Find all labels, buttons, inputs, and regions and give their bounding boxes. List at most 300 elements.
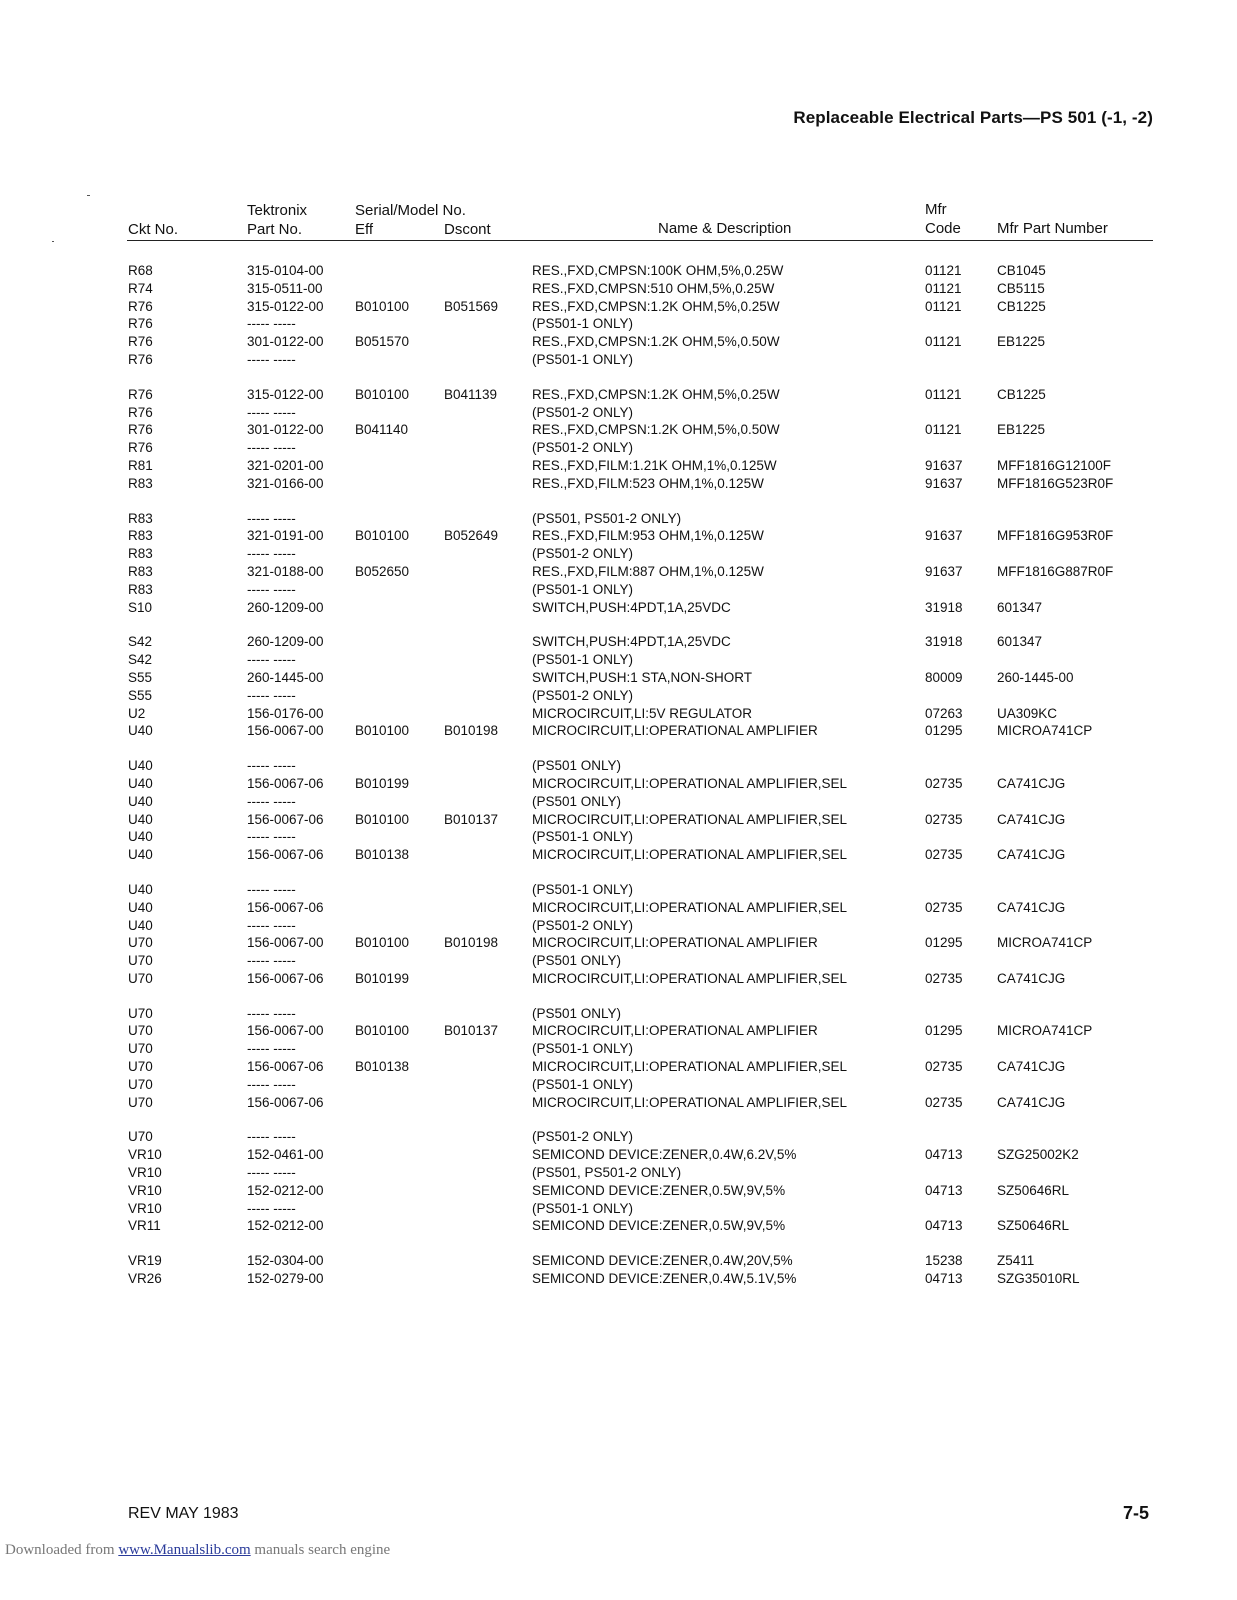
cell-mfr-part-number: EB1225 — [997, 422, 1046, 438]
cell-description: (PS501, PS501-2 ONLY) — [532, 1165, 682, 1181]
cell-mfr-code: 02735 — [925, 1094, 963, 1110]
col-eff: Eff — [355, 221, 374, 238]
table-row — [0, 1270, 1237, 1288]
table-row — [0, 421, 1237, 439]
cell-description: SEMICOND DEVICE:ZENER,0.4W,20V,5% — [532, 1253, 793, 1269]
cell-mfr-part-number: CA741CJG — [997, 1059, 1066, 1075]
table-row — [0, 669, 1237, 687]
table-row — [0, 917, 1237, 935]
cell-serial-eff: B010100 — [355, 298, 410, 314]
cell-ckt-no: U40 — [128, 793, 153, 809]
cell-mfr-code: 91637 — [925, 563, 963, 579]
cell-part-no: ----- ----- — [247, 881, 296, 897]
cell-mfr-code: 02735 — [925, 970, 963, 986]
cell-part-no: 156-0067-06 — [247, 970, 324, 986]
cell-description: RES.,FXD,CMPSN:1.2K OHM,5%,0.50W — [532, 334, 780, 350]
row-group — [0, 633, 1237, 740]
table-row — [0, 315, 1237, 333]
cell-serial-eff: B010100 — [355, 811, 410, 827]
cell-mfr-part-number: CA741CJG — [997, 899, 1066, 915]
table-row — [0, 333, 1237, 351]
cell-description: (PS501-2 ONLY) — [532, 404, 634, 420]
cell-ckt-no: R76 — [128, 440, 153, 456]
cell-mfr-part-number: UA309KC — [997, 705, 1058, 721]
col-mfr-code: Code — [925, 220, 961, 237]
cell-description: SEMICOND DEVICE:ZENER,0.5W,9V,5% — [532, 1182, 786, 1198]
cell-ckt-no: R76 — [128, 298, 153, 314]
cell-ckt-no: U70 — [128, 970, 153, 986]
cell-part-no: 152-0279-00 — [247, 1271, 324, 1287]
cell-serial-eff: B051570 — [355, 334, 410, 350]
cell-mfr-part-number: CB5115 — [997, 280, 1045, 296]
col-name-description: Name & Description — [658, 220, 792, 237]
cell-ckt-no: U40 — [128, 829, 153, 845]
cell-mfr-part-number: MFF1816G887R0F — [997, 563, 1114, 579]
cell-mfr-part-number: SZ50646RL — [997, 1182, 1070, 1198]
cell-ckt-no: R74 — [128, 280, 153, 296]
cell-description: (PS501-1 ONLY) — [532, 652, 634, 668]
page-header: Replaceable Electrical Parts—PS 501 (-1, -2) — [793, 108, 1153, 127]
cell-mfr-code: 91637 — [925, 475, 963, 491]
cell-ckt-no: U40 — [128, 775, 153, 791]
cell-mfr-code: 31918 — [925, 634, 963, 650]
cell-description: SWITCH,PUSH:1 STA,NON-SHORT — [532, 669, 753, 685]
cell-part-no: 301-0122-00 — [247, 422, 324, 438]
cell-ckt-no: U70 — [128, 935, 153, 951]
cell-ckt-no: U40 — [128, 847, 153, 863]
cell-description: (PS501-2 ONLY) — [532, 546, 634, 562]
cell-part-no: 315-0511-00 — [247, 280, 323, 296]
table-row — [0, 527, 1237, 545]
cell-mfr-code: 01121 — [925, 298, 962, 314]
cell-mfr-part-number: CA741CJG — [997, 775, 1066, 791]
cell-mfr-code: 01121 — [925, 386, 962, 402]
col-mfr-part-number: Mfr Part Number — [997, 220, 1108, 237]
table-row — [0, 722, 1237, 740]
cell-serial-dscont: B010198 — [444, 723, 499, 739]
cell-description: (PS501 ONLY) — [532, 1005, 622, 1021]
cell-ckt-no: S55 — [128, 669, 153, 685]
table-row — [0, 280, 1237, 298]
cell-part-no: ----- ----- — [247, 404, 296, 420]
table-row — [0, 581, 1237, 599]
cell-part-no: ----- ----- — [247, 953, 296, 969]
cell-ckt-no: U40 — [128, 917, 153, 933]
cell-description: SEMICOND DEVICE:ZENER,0.4W,6.2V,5% — [532, 1147, 797, 1163]
cell-part-no: 152-0212-00 — [247, 1218, 324, 1234]
download-suffix: manuals search engine — [250, 1542, 391, 1558]
cell-description: RES.,FXD,FILM:953 OHM,1%,0.125W — [532, 528, 764, 544]
header-rule — [127, 240, 1153, 241]
cell-serial-eff: B010138 — [355, 847, 410, 863]
cell-serial-eff: B010100 — [355, 723, 410, 739]
cell-mfr-code: 04713 — [925, 1271, 963, 1287]
cell-mfr-part-number: Z5411 — [997, 1253, 1035, 1269]
cell-mfr-part-number: 601347 — [997, 634, 1043, 650]
table-row — [0, 386, 1237, 404]
cell-mfr-part-number: 601347 — [997, 599, 1043, 615]
row-group — [0, 510, 1237, 617]
table-row — [0, 881, 1237, 899]
col-ckt-no: Ckt No. — [128, 221, 179, 238]
cell-description: MICROCIRCUIT,LI:OPERATIONAL AMPLIFIER,SEL — [532, 811, 848, 827]
cell-description: MICROCIRCUIT,LI:OPERATIONAL AMPLIFIER,SEL — [532, 1094, 848, 1110]
cell-ckt-no: VR11 — [128, 1218, 161, 1234]
cell-description: (PS501-1 ONLY) — [532, 881, 634, 897]
cell-ckt-no: U40 — [128, 758, 153, 774]
cell-part-no: 152-0212-00 — [247, 1182, 324, 1198]
cell-description: (PS501-2 ONLY) — [532, 687, 634, 703]
row-group — [0, 757, 1237, 864]
cell-mfr-part-number: EB1225 — [997, 334, 1046, 350]
cell-serial-eff: B010100 — [355, 528, 410, 544]
cell-serial-dscont: B052649 — [444, 528, 499, 544]
table-row — [0, 351, 1237, 369]
cell-mfr-code: 07263 — [925, 705, 963, 721]
table-row — [0, 1200, 1237, 1218]
cell-part-no: ----- ----- — [247, 1129, 296, 1145]
cell-description: RES.,FXD,CMPSN:510 OHM,5%,0.25W — [532, 280, 775, 296]
revision-date: REV MAY 1983 — [128, 1505, 239, 1522]
cell-part-no: ----- ----- — [247, 829, 296, 845]
cell-mfr-code: 91637 — [925, 528, 963, 544]
table-row — [0, 404, 1237, 422]
page-number: 7-5 — [1122, 1503, 1149, 1523]
cell-description: (PS501-2 ONLY) — [532, 440, 634, 456]
table-row — [0, 828, 1237, 846]
cell-part-no: 156-0067-06 — [247, 1094, 324, 1110]
cell-part-no: 156-0067-06 — [247, 775, 324, 791]
cell-part-no: ----- ----- — [247, 510, 296, 526]
cell-ckt-no: U70 — [128, 953, 153, 969]
column-headers — [0, 0, 1237, 250]
cell-description: SEMICOND DEVICE:ZENER,0.4W,5.1V,5% — [532, 1271, 797, 1287]
cell-ckt-no: U40 — [128, 723, 153, 739]
table-row — [0, 899, 1237, 917]
cell-ckt-no: VR10 — [128, 1200, 162, 1216]
cell-ckt-no: U70 — [128, 1129, 153, 1145]
cell-ckt-no: R76 — [128, 422, 153, 438]
row-group — [0, 881, 1237, 988]
cell-part-no: ----- ----- — [247, 1005, 296, 1021]
cell-serial-eff: B010100 — [355, 935, 410, 951]
table-row — [0, 1076, 1237, 1094]
cell-ckt-no: S10 — [128, 599, 153, 615]
cell-part-no: ----- ----- — [247, 1165, 296, 1181]
cell-mfr-part-number: CA741CJG — [997, 970, 1066, 986]
table-row — [0, 775, 1237, 793]
manualslib-link[interactable]: www.Manualslib.com — [118, 1542, 251, 1558]
table-row — [0, 262, 1237, 280]
cell-serial-dscont: B010198 — [444, 935, 499, 951]
cell-mfr-code: 04713 — [925, 1218, 963, 1234]
cell-serial-dscont: B010137 — [444, 1023, 499, 1039]
cell-ckt-no: U40 — [128, 899, 153, 915]
cell-part-no: ----- ----- — [247, 316, 296, 332]
cell-ckt-no: U40 — [128, 881, 153, 897]
cell-part-no: 152-0304-00 — [247, 1253, 324, 1269]
cell-ckt-no: S42 — [128, 652, 153, 668]
cell-part-no: 260-1209-00 — [247, 599, 324, 615]
cell-part-no: ----- ----- — [247, 581, 296, 597]
cell-part-no: ----- ----- — [247, 440, 296, 456]
cell-part-no: 260-1209-00 — [247, 634, 324, 650]
cell-mfr-part-number: CB1225 — [997, 386, 1046, 402]
cell-mfr-part-number: MICROA741CP — [997, 1023, 1093, 1039]
table-row — [0, 934, 1237, 952]
cell-part-no: 156-0067-06 — [247, 899, 324, 915]
cell-part-no: 315-0122-00 — [247, 298, 324, 314]
cell-mfr-code: 01121 — [925, 263, 962, 278]
cell-mfr-code: 02735 — [925, 899, 963, 915]
cell-part-no: 156-0067-06 — [247, 847, 324, 863]
cell-serial-eff: B010199 — [355, 775, 410, 791]
cell-ckt-no: U70 — [128, 1041, 153, 1057]
cell-mfr-part-number: 260-1445-00 — [997, 669, 1074, 685]
table-row — [0, 952, 1237, 970]
cell-description: MICROCIRCUIT,LI:OPERATIONAL AMPLIFIER — [532, 935, 818, 951]
cell-mfr-part-number: SZ50646RL — [997, 1218, 1070, 1234]
cell-ckt-no: U2 — [128, 705, 146, 721]
cell-part-no: 321-0201-00 — [247, 457, 324, 473]
cell-description: RES.,FXD,CMPSN:1.2K OHM,5%,0.25W — [532, 386, 780, 402]
cell-part-no: 156-0067-06 — [247, 1059, 324, 1075]
cell-description: (PS501-1 ONLY) — [532, 1200, 634, 1216]
cell-description: (PS501 ONLY) — [532, 953, 622, 969]
table-row — [0, 633, 1237, 651]
table-row — [0, 563, 1237, 581]
table-row — [0, 1217, 1237, 1235]
cell-mfr-code: 15238 — [925, 1253, 963, 1269]
cell-serial-eff: B041140 — [355, 422, 409, 438]
cell-description: MICROCIRCUIT,LI:5V REGULATOR — [532, 705, 753, 721]
cell-serial-dscont: B051569 — [444, 298, 499, 314]
cell-ckt-no: R83 — [128, 581, 153, 597]
cell-ckt-no: U70 — [128, 1076, 153, 1092]
table-row — [0, 1164, 1237, 1182]
table-row — [0, 846, 1237, 864]
cell-ckt-no: R83 — [128, 563, 153, 579]
cell-part-no: 321-0188-00 — [247, 563, 324, 579]
cell-ckt-no: S42 — [128, 634, 153, 650]
table-row — [0, 1094, 1237, 1112]
cell-ckt-no: VR19 — [128, 1253, 162, 1269]
cell-part-no: ----- ----- — [247, 1200, 296, 1216]
cell-mfr-code: 04713 — [925, 1182, 963, 1198]
cell-description: RES.,FXD,CMPSN:1.2K OHM,5%,0.25W — [532, 298, 780, 314]
cell-description: RES.,FXD,FILM:523 OHM,1%,0.125W — [532, 475, 764, 491]
cell-part-no: 156-0067-00 — [247, 1023, 324, 1039]
cell-part-no: 315-0104-00 — [247, 263, 324, 278]
cell-part-no: 315-0122-00 — [247, 386, 324, 402]
cell-description: RES.,FXD,CMPSN:1.2K OHM,5%,0.50W — [532, 422, 780, 438]
cell-serial-eff: B010100 — [355, 386, 410, 402]
table-row — [0, 599, 1237, 617]
cell-part-no: 260-1445-00 — [247, 669, 324, 685]
cell-mfr-part-number: MFF1816G523R0F — [997, 475, 1114, 491]
cell-ckt-no: U40 — [128, 811, 153, 827]
cell-mfr-code: 04713 — [925, 1147, 963, 1163]
cell-mfr-part-number: CA741CJG — [997, 811, 1066, 827]
table-row — [0, 705, 1237, 723]
cell-mfr-part-number: MFF1816G953R0F — [997, 528, 1114, 544]
cell-description: MICROCIRCUIT,LI:OPERATIONAL AMPLIFIER — [532, 1023, 818, 1039]
cell-mfr-code: 02735 — [925, 1059, 963, 1075]
cell-ckt-no: VR26 — [128, 1271, 162, 1287]
cell-mfr-code: 01121 — [925, 334, 962, 350]
cell-ckt-no: R68 — [128, 263, 153, 278]
cell-description: (PS501 ONLY) — [532, 758, 622, 774]
row-group — [0, 386, 1237, 493]
cell-ckt-no: R83 — [128, 510, 153, 526]
cell-ckt-no: R76 — [128, 386, 153, 402]
cell-part-no: ----- ----- — [247, 758, 296, 774]
table-row — [0, 1182, 1237, 1200]
cell-mfr-code: 02735 — [925, 775, 963, 791]
cell-description: (PS501-1 ONLY) — [532, 1041, 634, 1057]
cell-part-no: ----- ----- — [247, 546, 296, 562]
cell-ckt-no: VR10 — [128, 1182, 162, 1198]
download-prefix: Downloaded from — [5, 1542, 119, 1558]
table-row — [0, 1040, 1237, 1058]
row-group — [0, 1252, 1237, 1288]
cell-serial-eff: B052650 — [355, 563, 410, 579]
row-group — [0, 262, 1237, 369]
cell-description: (PS501-1 ONLY) — [532, 351, 634, 367]
cell-mfr-part-number: CB1225 — [997, 298, 1046, 314]
cell-mfr-part-number: MICROA741CP — [997, 935, 1093, 951]
cell-part-no: ----- ----- — [247, 793, 296, 809]
cell-mfr-part-number: CB1045 — [997, 263, 1046, 278]
row-group — [0, 1005, 1237, 1112]
cell-ckt-no: U70 — [128, 1005, 153, 1021]
cell-part-no: 321-0191-00 — [247, 528, 324, 544]
cell-mfr-code: 02735 — [925, 847, 963, 863]
cell-description: MICROCIRCUIT,LI:OPERATIONAL AMPLIFIER,SEL — [532, 775, 848, 791]
cell-mfr-code: 31918 — [925, 599, 963, 615]
cell-description: (PS501-1 ONLY) — [532, 1076, 634, 1092]
cell-description: (PS501-1 ONLY) — [532, 316, 634, 332]
cell-mfr-code: 01121 — [925, 422, 962, 438]
cell-part-no: ----- ----- — [247, 687, 296, 703]
cell-ckt-no: R83 — [128, 546, 153, 562]
table-row — [0, 1005, 1237, 1023]
cell-part-no: ----- ----- — [247, 1041, 296, 1057]
cell-part-no: ----- ----- — [247, 351, 296, 367]
cell-description: SWITCH,PUSH:4PDT,1A,25VDC — [532, 634, 731, 650]
cell-description: (PS501 ONLY) — [532, 793, 622, 809]
table-row — [0, 811, 1237, 829]
cell-mfr-part-number: CA741CJG — [997, 1094, 1066, 1110]
table-row — [0, 1146, 1237, 1164]
cell-mfr-code: 91637 — [925, 457, 963, 473]
col-part-no: Part No. — [247, 221, 303, 238]
cell-mfr-code: 01295 — [925, 1023, 963, 1039]
row-group — [0, 1128, 1237, 1235]
table-row — [0, 970, 1237, 988]
table-row — [0, 298, 1237, 316]
table-row — [0, 757, 1237, 775]
table-row — [0, 545, 1237, 563]
col-dscont: Dscont — [444, 221, 491, 238]
cell-description: RES.,FXD,FILM:1.21K OHM,1%,0.125W — [532, 457, 777, 473]
cell-part-no: 301-0122-00 — [247, 334, 324, 350]
cell-part-no: 152-0461-00 — [247, 1147, 324, 1163]
cell-serial-dscont: B010137 — [444, 811, 499, 827]
cell-ckt-no: R76 — [128, 334, 153, 350]
cell-description: SEMICOND DEVICE:ZENER,0.5W,9V,5% — [532, 1218, 786, 1234]
cell-part-no: 156-0067-00 — [247, 723, 324, 739]
cell-ckt-no: S55 — [128, 687, 153, 703]
table-row — [0, 475, 1237, 493]
cell-ckt-no: R76 — [128, 351, 153, 367]
table-row — [0, 793, 1237, 811]
cell-mfr-part-number: MFF1816G12100F — [997, 457, 1112, 473]
table-row — [0, 457, 1237, 475]
table-row — [0, 687, 1237, 705]
cell-description: (PS501-2 ONLY) — [532, 1129, 634, 1145]
cell-mfr-code: 01295 — [925, 723, 963, 739]
cell-serial-eff: B010199 — [355, 970, 410, 986]
cell-mfr-part-number: SZG25002K2 — [997, 1147, 1079, 1163]
table-row — [0, 1022, 1237, 1040]
scan-speck — [87, 195, 90, 196]
cell-part-no: ----- ----- — [247, 917, 296, 933]
col-mfr: Mfr — [925, 201, 947, 218]
cell-description: MICROCIRCUIT,LI:OPERATIONAL AMPLIFIER,SEL — [532, 847, 848, 863]
cell-ckt-no: R76 — [128, 404, 153, 420]
col-serial-model: Serial/Model No. — [355, 202, 466, 219]
cell-serial-eff: B010138 — [355, 1059, 410, 1075]
scan-speck — [52, 241, 54, 242]
cell-mfr-code: 01121 — [925, 280, 962, 296]
parts-list — [0, 262, 1237, 1305]
cell-description: RES.,FXD,FILM:887 OHM,1%,0.125W — [532, 563, 764, 579]
cell-part-no: ----- ----- — [247, 652, 296, 668]
table-row — [0, 651, 1237, 669]
cell-description: (PS501, PS501-2 ONLY) — [532, 510, 682, 526]
cell-description: MICROCIRCUIT,LI:OPERATIONAL AMPLIFIER — [532, 723, 818, 739]
cell-ckt-no: R81 — [128, 457, 153, 473]
cell-mfr-code: 02735 — [925, 811, 963, 827]
cell-mfr-part-number: CA741CJG — [997, 847, 1066, 863]
cell-part-no: 156-0176-00 — [247, 705, 324, 721]
download-notice — [5, 1542, 390, 1559]
cell-description: MICROCIRCUIT,LI:OPERATIONAL AMPLIFIER,SEL — [532, 970, 848, 986]
cell-mfr-part-number: MICROA741CP — [997, 723, 1093, 739]
table-row — [0, 510, 1237, 528]
cell-part-no: 156-0067-00 — [247, 935, 324, 951]
cell-serial-eff: B010100 — [355, 1023, 410, 1039]
cell-serial-dscont: B041139 — [444, 386, 498, 402]
cell-description: (PS501-2 ONLY) — [532, 917, 634, 933]
cell-ckt-no: VR10 — [128, 1165, 162, 1181]
table-row — [0, 439, 1237, 457]
cell-mfr-part-number: SZG35010RL — [997, 1271, 1080, 1287]
cell-ckt-no: R83 — [128, 475, 153, 491]
cell-description: RES.,FXD,CMPSN:100K OHM,5%,0.25W — [532, 263, 784, 278]
col-tektronix: Tektronix — [247, 202, 308, 219]
cell-description: MICROCIRCUIT,LI:OPERATIONAL AMPLIFIER,SEL — [532, 899, 848, 915]
table-row — [0, 1252, 1237, 1270]
cell-description: SWITCH,PUSH:4PDT,1A,25VDC — [532, 599, 731, 615]
cell-description: (PS501-1 ONLY) — [532, 829, 634, 845]
cell-description: (PS501-1 ONLY) — [532, 581, 634, 597]
cell-ckt-no: R83 — [128, 528, 153, 544]
cell-ckt-no: VR10 — [128, 1147, 162, 1163]
cell-part-no: 156-0067-06 — [247, 811, 324, 827]
cell-part-no: ----- ----- — [247, 1076, 296, 1092]
